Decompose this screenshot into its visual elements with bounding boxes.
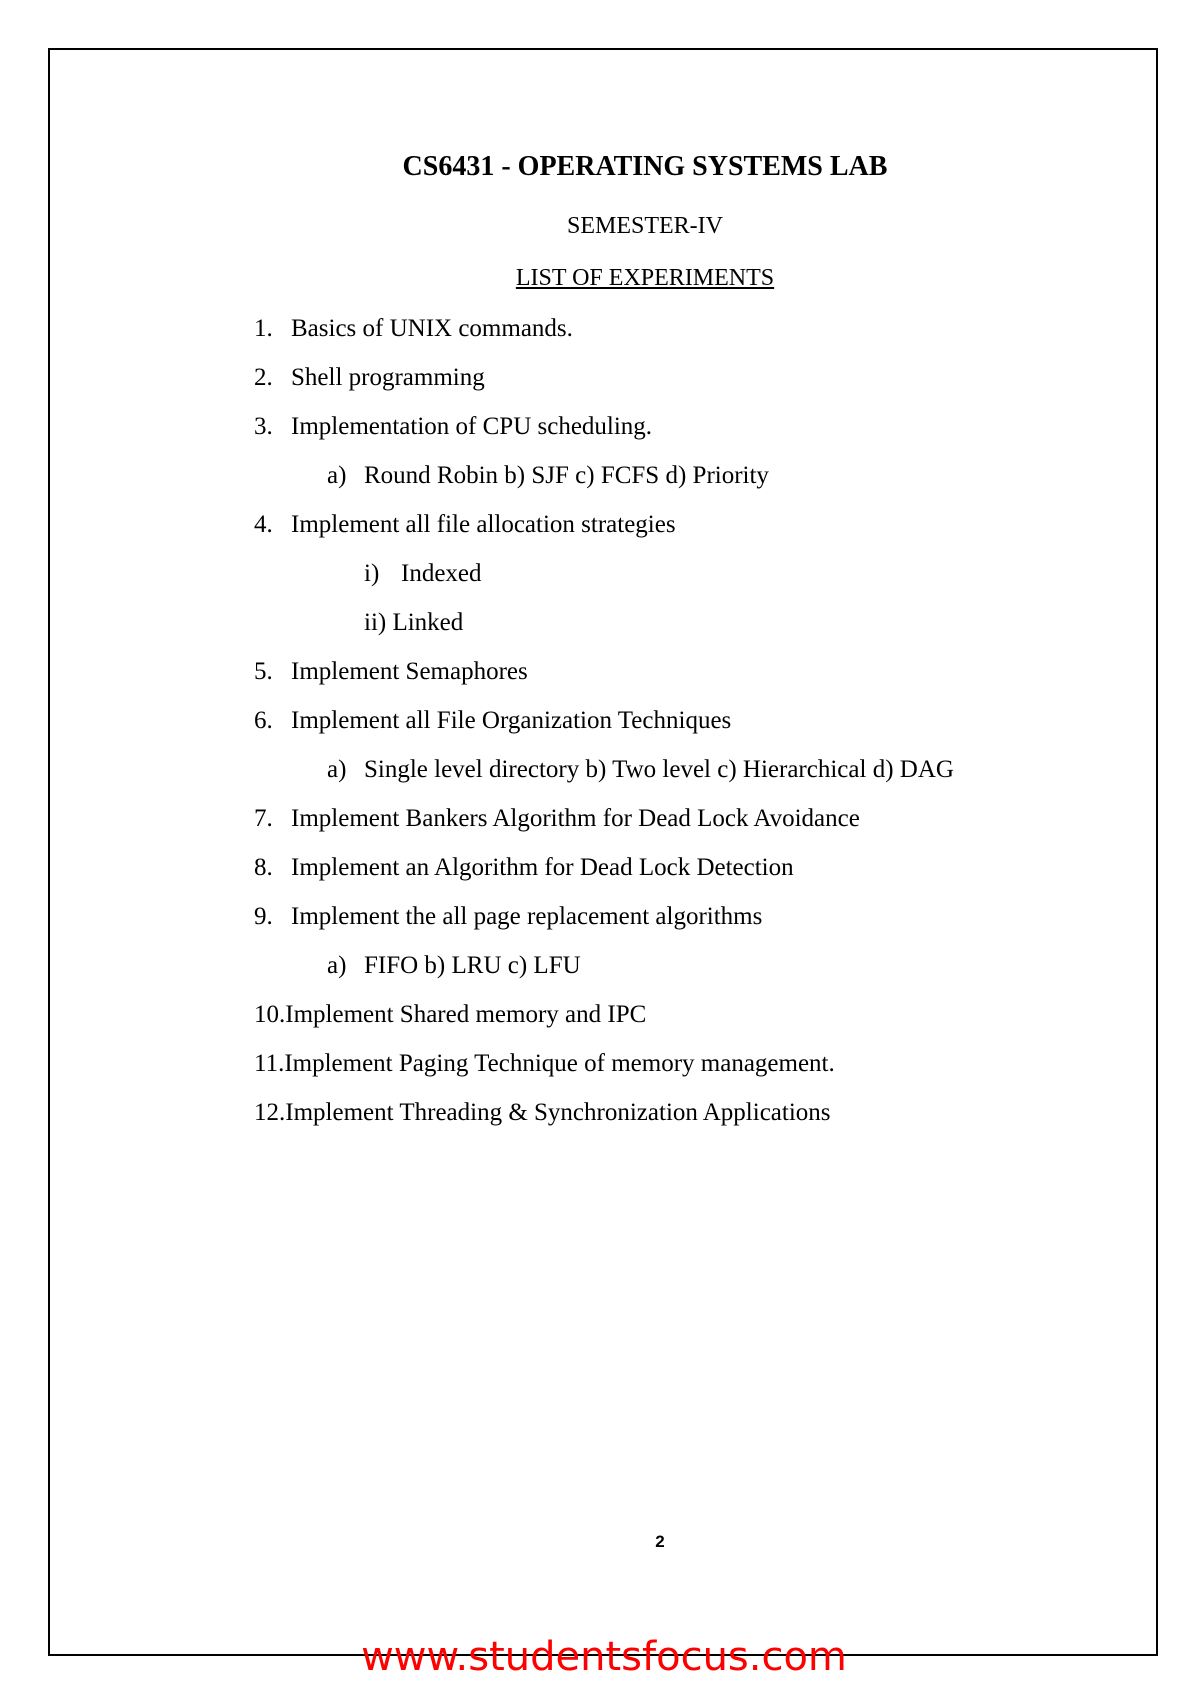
item-number: 6.: [254, 707, 273, 734]
list-subitem: [364, 608, 463, 638]
item-text: Implement Shared memory and IPC: [285, 1001, 647, 1028]
item-number: 3.: [254, 413, 273, 440]
item-text: Shell programming: [291, 364, 485, 391]
item-text: Implement all File Organization Techniques: [291, 707, 732, 734]
watermark-link[interactable]: www.studentsfocus.com: [361, 1634, 847, 1680]
subitem-text: Round Robin b) SJF c) FCFS d) Priority: [364, 462, 769, 489]
item-text: Implement an Algorithm for Dead Lock Detection: [291, 854, 794, 881]
item-number: 5.: [254, 658, 273, 685]
list-item: [254, 412, 652, 442]
item-text: Basics of UNIX commands.: [291, 315, 573, 342]
item-number: 1.: [254, 315, 273, 342]
item-text: Implement all file allocation strategies: [291, 511, 676, 538]
subitem-text: FIFO b) LRU c) LFU: [364, 952, 581, 979]
subitem-letter: a): [327, 952, 347, 979]
semester-label: SEMESTER-IV: [567, 213, 723, 239]
page-number: 2: [655, 1532, 665, 1551]
item-text: Implement the all page replacement algorithms: [291, 903, 763, 930]
item-text: Implement Threading & Synchronization Applications: [285, 1099, 831, 1126]
subitem-text: Single level directory b) Two level c) Hierarchical d) DAG: [364, 756, 954, 783]
item-text: Implementation of CPU scheduling.: [291, 413, 653, 440]
list-item: [254, 706, 731, 736]
list-item: [254, 804, 860, 834]
item-number: 4.: [254, 511, 273, 538]
subitem-numeral: ii): [364, 609, 387, 636]
list-item: [254, 1000, 646, 1030]
item-number: 8.: [254, 854, 273, 881]
list-item: [254, 363, 485, 393]
list-subitem: [327, 951, 581, 981]
list-item: [254, 853, 794, 883]
subitem-text: Linked: [392, 609, 464, 636]
list-item: [254, 510, 676, 540]
item-number: 12.: [254, 1099, 286, 1126]
item-text: Implement Semaphores: [291, 658, 528, 685]
list-subitem: [327, 461, 769, 491]
subitem-letter: a): [327, 462, 347, 489]
list-item: [254, 1098, 831, 1128]
list-item: [254, 1049, 835, 1079]
list-subitem: [327, 755, 954, 785]
list-item: [254, 314, 573, 344]
item-number: 2.: [254, 364, 273, 391]
item-number: 7.: [254, 805, 273, 832]
item-text: Implement Paging Technique of memory management.: [284, 1050, 835, 1077]
item-text: Implement Bankers Algorithm for Dead Lock Avoidance: [291, 805, 860, 832]
list-heading: LIST OF EXPERIMENTS: [515, 265, 775, 291]
list-item: [254, 657, 528, 687]
page-title: CS6431 - OPERATING SYSTEMS LAB: [402, 151, 888, 182]
subitem-letter: a): [327, 756, 347, 783]
subitem-numeral: i): [364, 560, 380, 587]
item-number: 11.: [254, 1050, 285, 1077]
list-item: [254, 902, 762, 932]
item-number: 10.: [254, 1001, 286, 1028]
item-number: 9.: [254, 903, 273, 930]
subitem-text: Indexed: [401, 560, 482, 587]
list-subitem: [364, 559, 482, 589]
